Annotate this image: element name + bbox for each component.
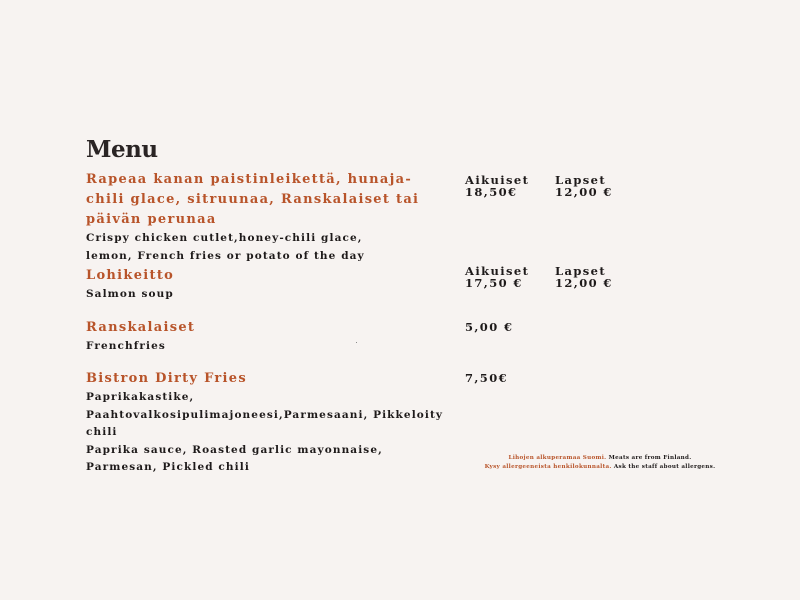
item-name-en: Paprikakastike, Paahtovalkosipulimajoneesi,Parmesaani, Pikkeloity chili Paprika sauce, Roasted garlic mayonnaise, Parmesan, Pickled chili — [86, 391, 444, 473]
item-name-fi: Lohikeitto — [86, 268, 175, 283]
price: 5,00 € — [465, 320, 514, 334]
price-adult: Aikuiset 17,50 € — [465, 264, 530, 290]
menu-item-chicken — [86, 170, 456, 265]
price: 7,50€ — [465, 371, 509, 385]
menu-item-dirty-fries — [86, 369, 456, 477]
origin-note: Lihojen alkuperamaa Suomi. Meats are from Finland. — [508, 455, 692, 461]
price-child: Lapset 12,00 € — [555, 264, 613, 290]
price-child: Lapset 12,00 € — [555, 173, 613, 199]
price-adult: Aikuiset 18,50€ — [465, 173, 530, 199]
item-name-fi: Bistron Dirty Fries — [86, 371, 247, 386]
stray-dot — [356, 342, 357, 343]
allergen-note: Kysy allergeeneista henkilokunnalta. Ask the staff about allergens. — [484, 464, 716, 470]
item-name-en: Salmon soup — [86, 288, 174, 300]
item-name-fi: Rapeaa kanan paistinleikettä, hunaja- chili glace, sitruunaa, Ranskalaiset tai päivän perunaa — [86, 172, 420, 227]
item-name-en: Frenchfries — [86, 340, 166, 352]
item-name-fi: Ranskalaiset — [86, 320, 196, 335]
item-name-en: Crispy chicken cutlet,honey-chili glace, lemon, French fries or potato of the day — [86, 232, 365, 262]
menu-item-salmon-soup — [86, 266, 456, 304]
menu-title: Menu — [86, 136, 158, 163]
menu-item-french-fries — [86, 318, 456, 356]
